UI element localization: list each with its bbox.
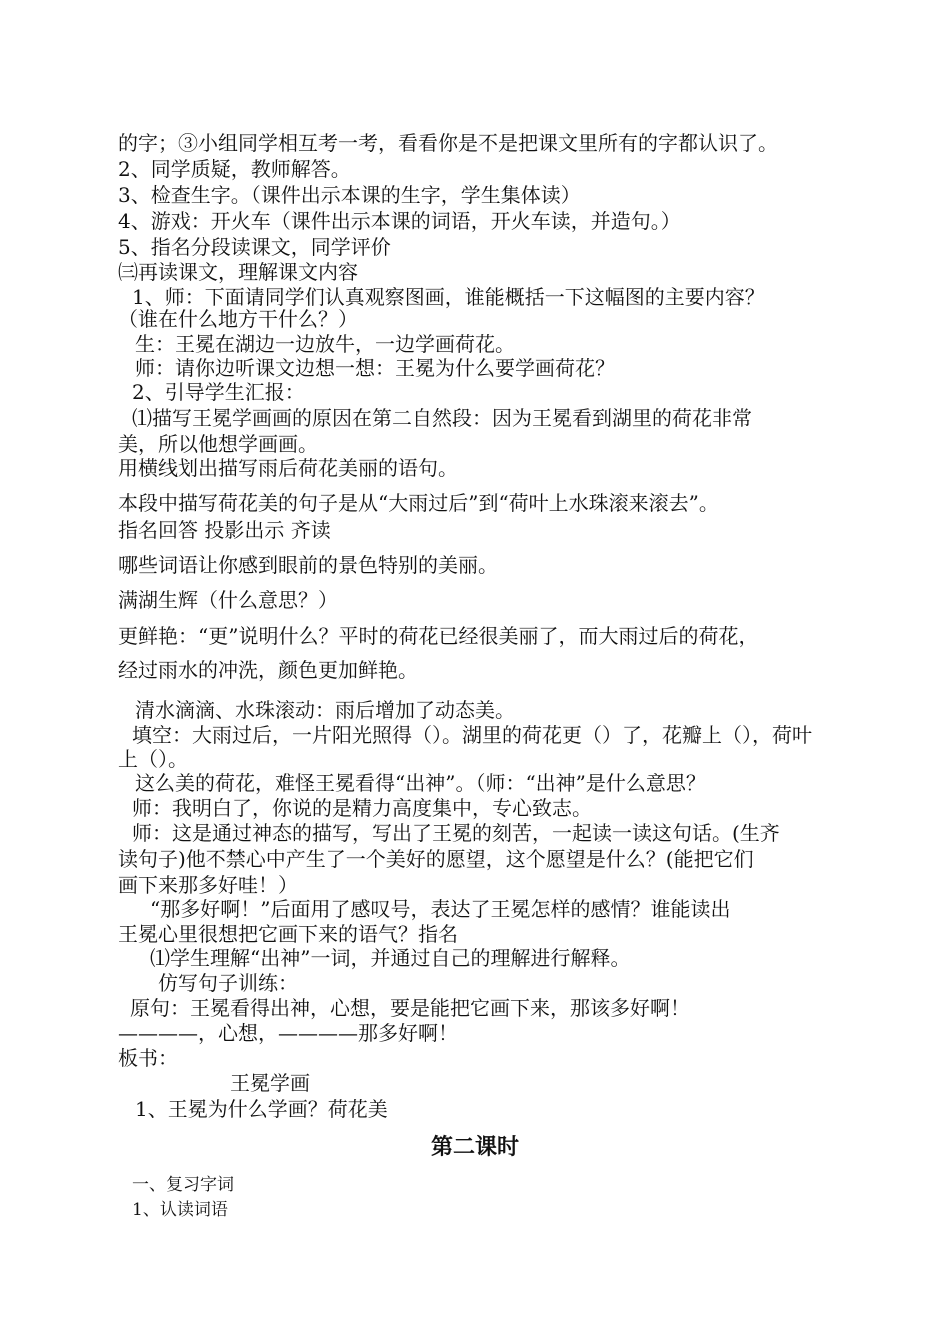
text-line: 师：我明白了，你说的是精力高度集中，专心致志。	[132, 796, 592, 820]
text-line: 更鲜艳：“更”说明什么？平时的荷花已经很美丽了，而大雨过后的荷花，	[118, 624, 759, 648]
text-line: 王冕心里很想把它画下来的语气？指名	[118, 922, 458, 946]
text-line: 填空：大雨过后，一片阳光照得（）。湖里的荷花更（）了，花瓣上（），荷叶	[132, 723, 812, 747]
text-line: 生：王冕在湖边一边放牛，一边学画荷花。	[135, 332, 515, 356]
text-line: ⑴学生理解“出神”一词，并通过自己的理解进行解释。	[150, 946, 631, 970]
text-line: ㈢再读课文，理解课文内容	[118, 260, 358, 284]
text-line: 指名回答 投影出示 齐读	[118, 518, 331, 542]
text-line: 哪些词语让你感到眼前的景色特别的美丽。	[118, 553, 498, 577]
text-line: 2、同学质疑，教师解答。	[118, 157, 351, 181]
text-line: 一、复习字词	[132, 1175, 234, 1195]
text-line: “那多好啊！”后面用了感叹号，表达了王冕怎样的感情？谁能读出	[150, 897, 731, 921]
text-line: 经过雨水的冲洗，颜色更加鲜艳。	[118, 658, 418, 682]
text-line: 这么美的荷花，难怪王冕看得“出神”。（师：“出神”是什么意思？	[135, 771, 706, 795]
text-line: 原句：王冕看得出神，心想，要是能把它画下来，那该多好啊！	[130, 996, 690, 1020]
text-line: 2、引导学生汇报：	[132, 380, 305, 404]
text-line: 3、检查生字。（课件出示本课的生字，学生集体读）	[118, 183, 581, 207]
text-line: 本段中描写荷花美的句子是从“大雨过后”到“荷叶上水珠滚来滚去”。	[118, 491, 719, 515]
text-line: 1、王冕为什么学画？荷花美	[135, 1097, 388, 1121]
text-line: 满湖生辉（什么意思？）	[118, 588, 338, 612]
text-line: 板书：	[118, 1046, 178, 1070]
text-line: 用横线划出描写雨后荷花美丽的语句。	[118, 456, 458, 480]
text-line: 美，所以他想学画画。	[118, 432, 318, 456]
section-title: 第二课时	[430, 1135, 519, 1160]
text-line: 的字；③小组同学相互考一考，看看你是不是把课文里所有的字都认识了。	[118, 131, 778, 155]
text-line: 1、师：下面请同学们认真观察图画，谁能概括一下这幅图的主要内容？	[132, 285, 765, 309]
text-line: 5、指名分段读课文，同学评价	[118, 235, 391, 259]
text-line: ————，心想，————那多好啊！	[118, 1021, 458, 1045]
text-line: ⑴描写王冕学画画的原因在第二自然段：因为王冕看到湖里的荷花非常	[132, 406, 752, 430]
text-line: （谁在什么地方干什么？）	[118, 307, 358, 331]
text-line: 师：请你边听课文边想一想：王冕为什么要学画荷花？	[135, 356, 615, 380]
text-line: 读句子)他不禁心中产生了一个美好的愿望，这个愿望是什么？(能把它们	[118, 847, 754, 871]
text-line: 王冕学画	[230, 1071, 310, 1095]
text-line: 师：这是通过神态的描写，写出了王冕的刻苦，一起读一读这句话。(生齐	[132, 821, 780, 845]
text-line: 4、游戏：开火车（课件出示本课的词语，开火车读，并造句。）	[118, 209, 681, 233]
text-line: 上（）。	[118, 747, 188, 771]
text-line: 1、认读词语	[132, 1200, 228, 1220]
text-line: 仿写句子训练：	[158, 971, 298, 995]
text-line: 清水滴滴、水珠滚动：雨后增加了动态美。	[135, 698, 515, 722]
text-line: 画下来那多好哇！）	[118, 873, 298, 897]
